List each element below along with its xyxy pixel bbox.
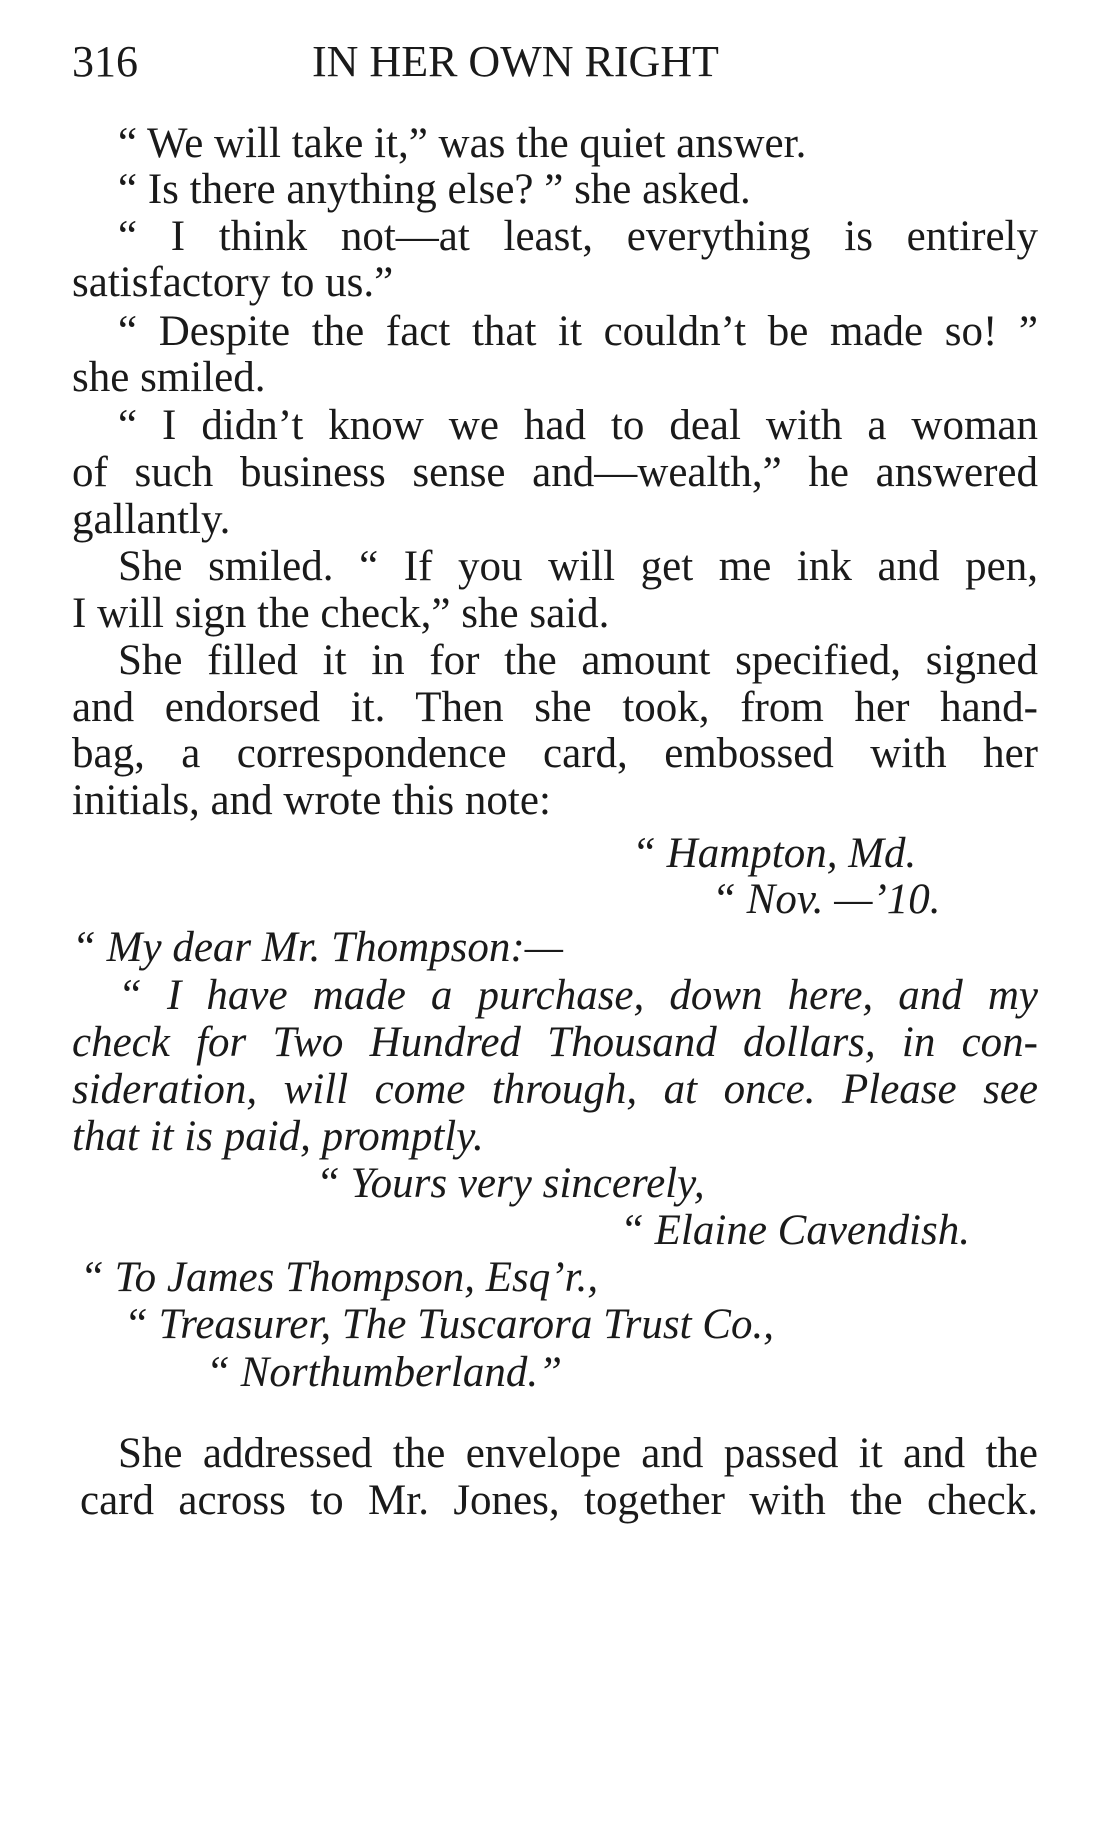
text-line: she smiled. [72, 354, 266, 401]
note-address-line: “ Treasurer, The Tuscarora Trust Co., [124, 1301, 774, 1348]
note-body-line: check for Two Hundred Thousand dollars, in con- [72, 1019, 1038, 1066]
text-line: She smiled. “ If you will get me ink and pen, [118, 543, 1038, 590]
note-date: “ Nov. —’10. [712, 876, 941, 923]
page-number: 316 [72, 37, 138, 86]
note-salutation: “ My dear Mr. Thompson:— [72, 924, 563, 971]
text-line: initials, and wrote this note: [72, 777, 551, 824]
text-line: card across to Mr. Jones, together with the check. [80, 1477, 1038, 1524]
note-address-line: “ To James Thompson, Esq’r., [80, 1254, 599, 1301]
text-line: “ We will take it,” was the quiet answer. [118, 120, 807, 167]
text-line: “ I think not—at least, everything is entirely [118, 213, 1038, 260]
note-address-line: “ Northumberland.” [206, 1349, 563, 1396]
note-body-line: that it is paid, promptly. [72, 1113, 484, 1160]
text-line: bag, a correspondence card, embossed with her [72, 730, 1038, 777]
note-place: “ Hampton, Md. [632, 830, 917, 877]
note-body-line: “ I have made a purchase, down here, and my [118, 972, 1038, 1019]
note-closing: “ Yours very sincerely, [316, 1160, 705, 1207]
text-line: She addressed the envelope and passed it and the [118, 1430, 1038, 1477]
text-line: gallantly. [72, 496, 231, 543]
text-line: “ Despite the fact that it couldn’t be made so! ” [118, 308, 1038, 355]
text-line: “ I didn’t know we had to deal with a woman [118, 402, 1038, 449]
text-line: of such business sense and—wealth,” he answered [72, 449, 1038, 496]
text-line: She filled it in for the amount specified, signed [118, 637, 1038, 684]
text-line: I will sign the check,” she said. [72, 590, 610, 637]
text-line: and endorsed it. Then she took, from her hand- [72, 684, 1038, 731]
text-line: satisfactory to us.” [72, 259, 394, 306]
note-body-line: sideration, will come through, at once. Please see [72, 1066, 1038, 1113]
text-line: “ Is there anything else? ” she asked. [118, 166, 751, 213]
running-title: IN HER OWN RIGHT [312, 37, 719, 86]
note-signature: “ Elaine Cavendish. [620, 1207, 970, 1254]
